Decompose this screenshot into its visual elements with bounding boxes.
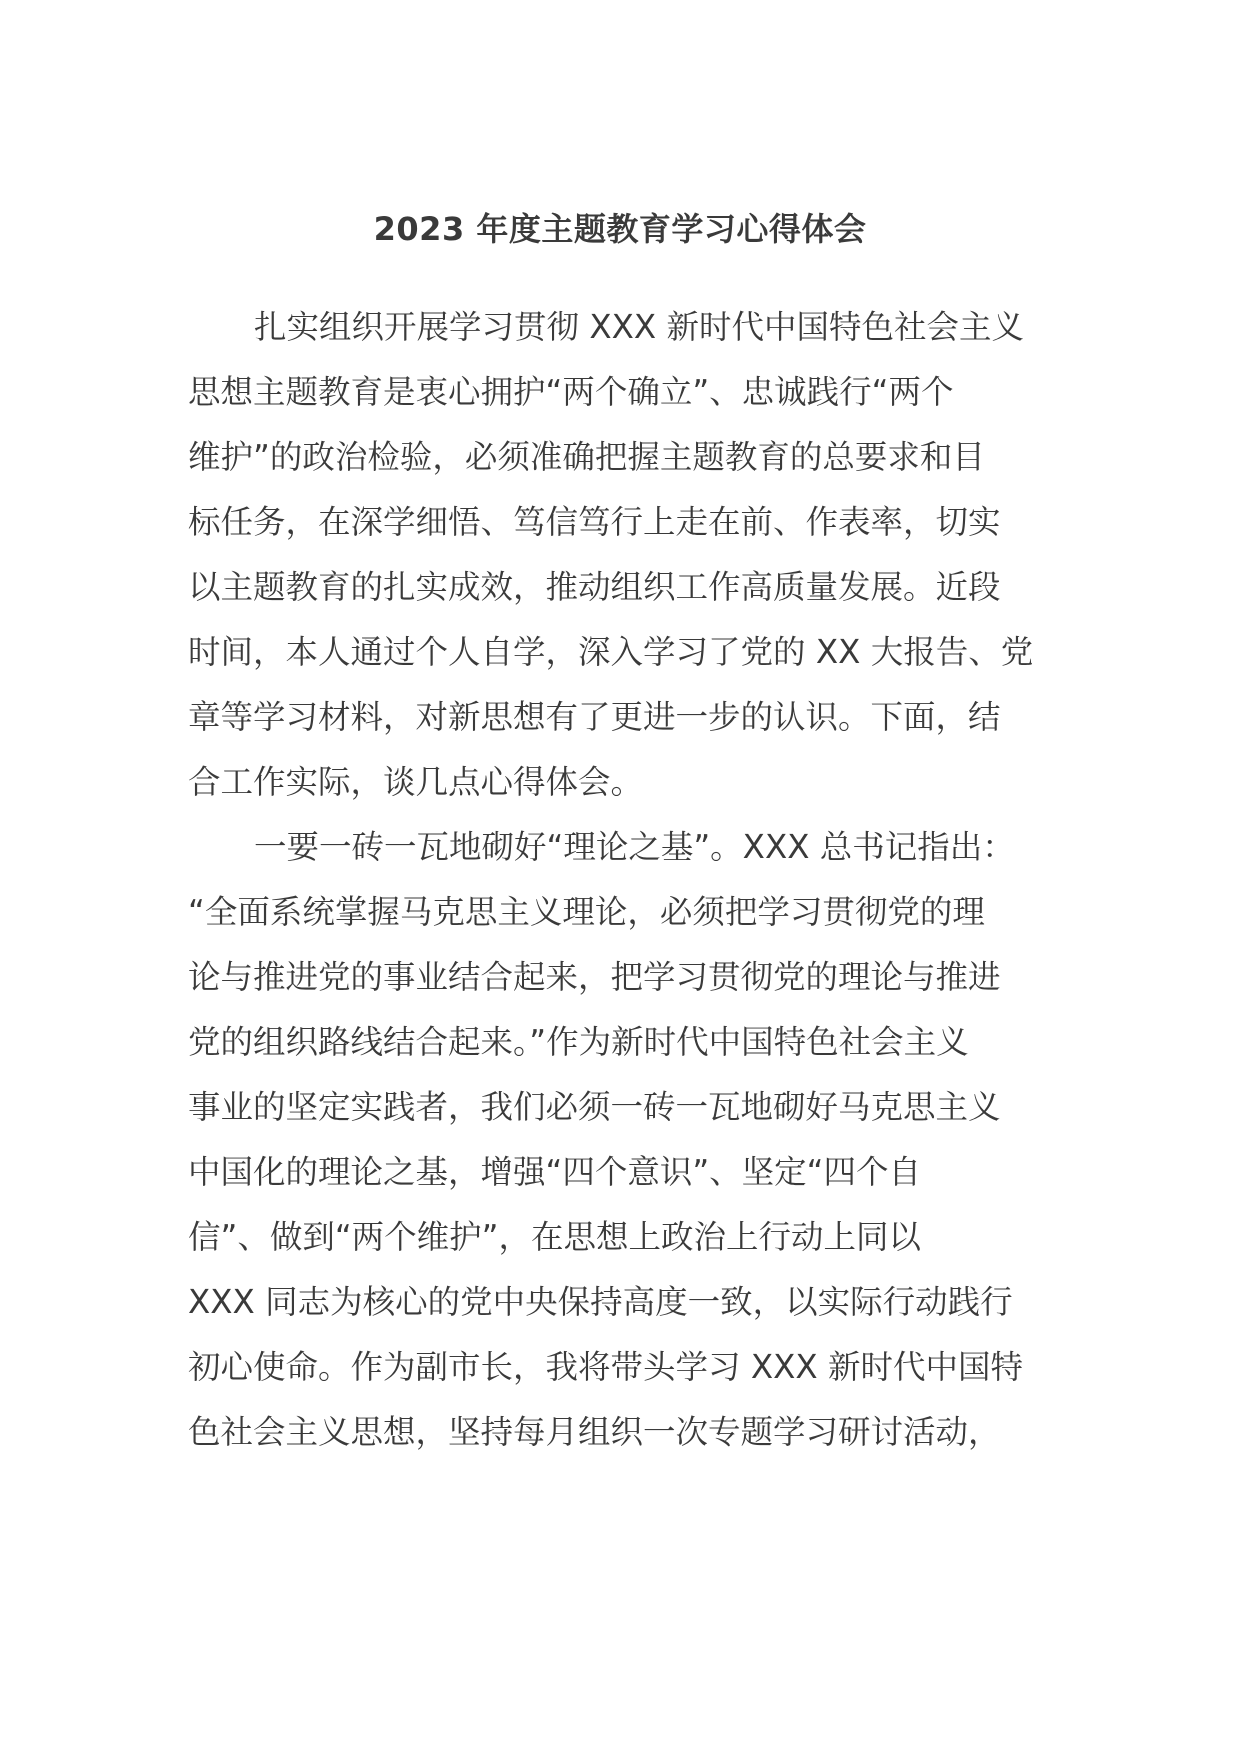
paragraph-line: 思想主题教育是衷心拥护“两个确立”、忠诚践行“两个 xyxy=(188,373,954,411)
paragraph-line: 论与推进党的事业结合起来，把学习贯彻党的理论与推进 xyxy=(188,958,1001,996)
paragraph-line: 章等学习材料，对新思想有了更进一步的认识。下面，结 xyxy=(188,698,1001,736)
paragraph-line: 合工作实际，谈几点心得体会。 xyxy=(188,763,644,801)
paragraph-line: 标任务，在深学细悟、笃信笃行上走在前、作表率，切实 xyxy=(188,503,1001,541)
paragraph-line: 中国化的理论之基，增强“四个意识”、坚定“四个自 xyxy=(188,1153,922,1191)
paragraph-line: 扎实组织开展学习贯彻 XXX 新时代中国特色社会主义 xyxy=(254,308,1024,346)
paragraph-line: 以主题教育的扎实成效，推动组织工作高质量发展。近段 xyxy=(188,568,1001,606)
paragraph-line: “全面系统掌握马克思主义理论，必须把学习贯彻党的理 xyxy=(188,893,985,931)
paragraph-line: XXX 同志为核心的党中央保持高度一致，以实际行动践行 xyxy=(188,1283,1013,1321)
paragraph-line: 初心使命。作为副市长，我将带头学习 XXX 新时代中国特 xyxy=(188,1348,1023,1386)
paragraph-line: 一要一砖一瓦地砌好“理论之基”。XXX 总书记指出： xyxy=(254,828,1015,866)
paragraph-line: 信”、做到“两个维护”，在思想上政治上行动上同以 xyxy=(188,1218,922,1256)
paragraph-line: 维护”的政治检验，必须准确把握主题教育的总要求和目 xyxy=(188,438,985,476)
paragraph-line: 党的组织路线结合起来。”作为新时代中国特色社会主义 xyxy=(188,1023,969,1061)
paragraph-line: 时间，本人通过个人自学，深入学习了党的 XX 大报告、党 xyxy=(188,633,1034,671)
document-title: 2023 年度主题教育学习心得体会 xyxy=(373,210,867,248)
paragraph-line: 色社会主义思想，坚持每月组织一次专题学习研讨活动， xyxy=(188,1413,1001,1451)
paragraph-line: 事业的坚定实践者，我们必须一砖一瓦地砌好马克思主义 xyxy=(188,1088,1001,1126)
